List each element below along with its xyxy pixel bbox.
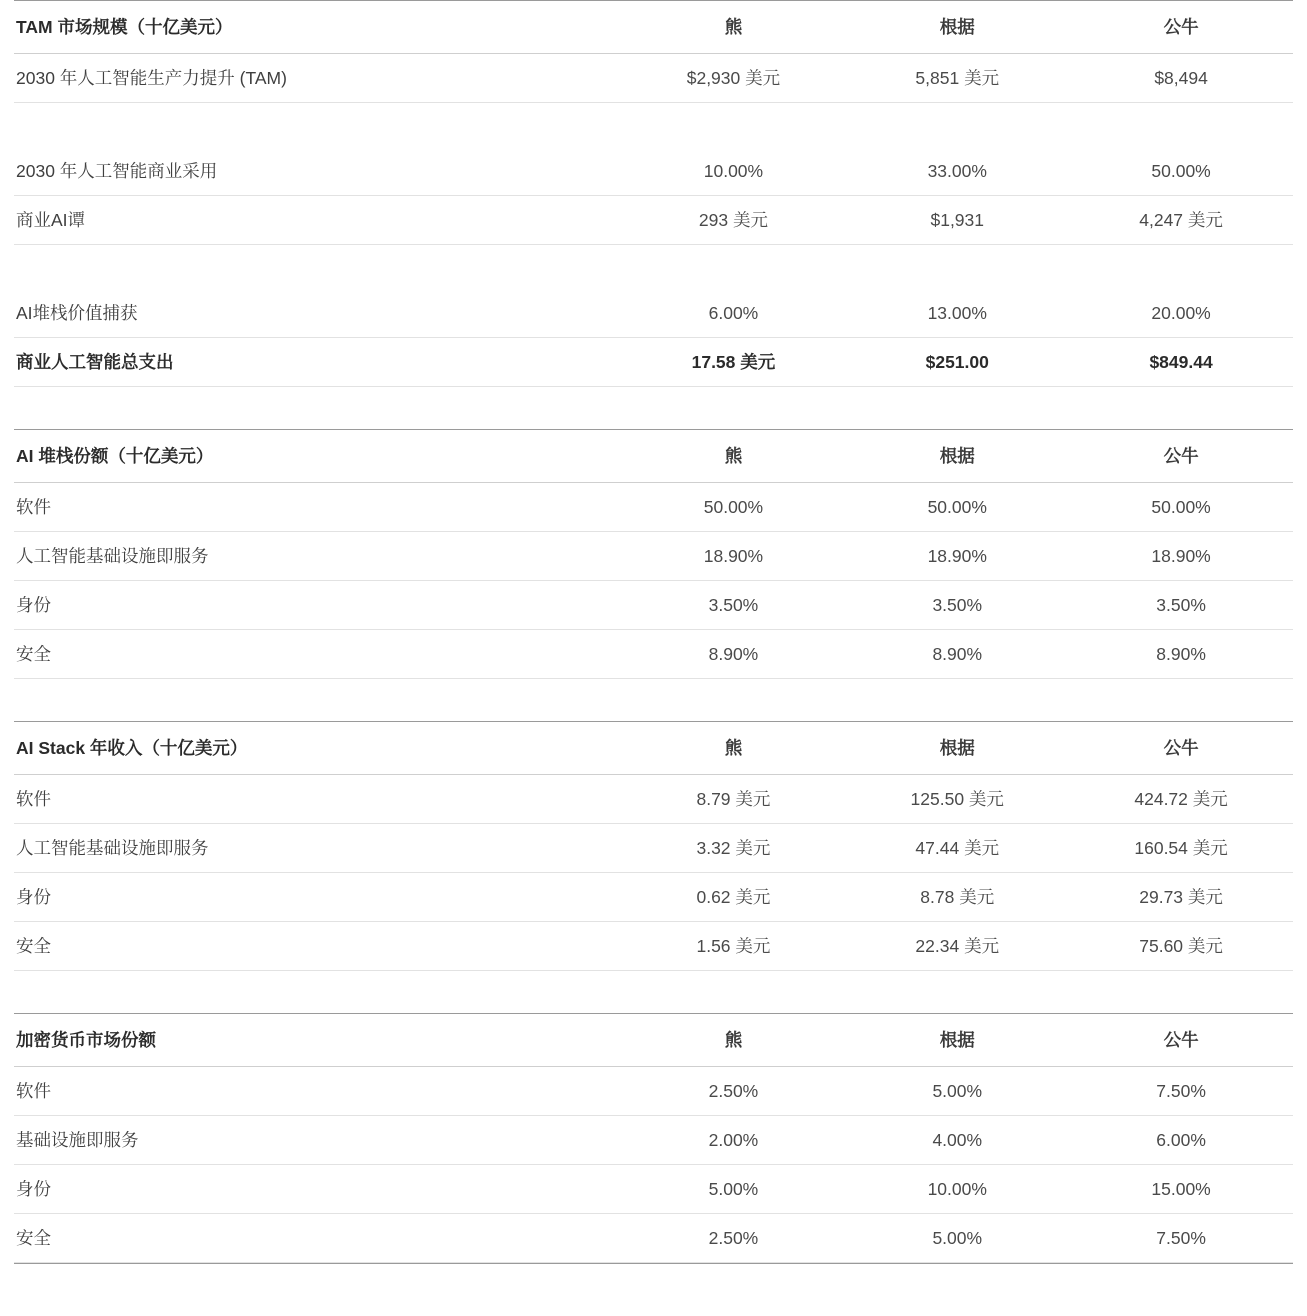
section-table	[14, 429, 1293, 721]
cell-bear: 3.50%	[708, 594, 759, 615]
cell-base: 5,851 美元	[915, 67, 1000, 88]
cell-base: 47.44 美元	[915, 837, 1000, 858]
table-row	[14, 196, 1293, 245]
cell-bear: 6.00%	[708, 302, 759, 323]
section-title: AI Stack 年收入（十亿美元）	[16, 737, 248, 758]
section-header-row	[14, 722, 1293, 775]
cell-base: 125.50 美元	[910, 788, 1004, 809]
cell-bear: 8.90%	[708, 643, 759, 664]
table-row	[14, 338, 1293, 387]
cell-bear: 3.32 美元	[696, 837, 771, 858]
row-label: 2030 年人工智能生产力提升 (TAM)	[16, 67, 287, 88]
row-label: 身份	[16, 594, 51, 615]
section-gap-row	[14, 971, 1293, 1014]
row-label: 身份	[16, 886, 51, 907]
section-header-row	[14, 1, 1293, 54]
column-header-bear: 熊	[724, 1029, 743, 1050]
cell-bear: 18.90%	[703, 545, 764, 566]
cell-base: 22.34 美元	[915, 935, 1000, 956]
cell-bear: 0.62 美元	[696, 886, 771, 907]
cell-base: 4.00%	[932, 1129, 983, 1150]
cell-base: 8.90%	[932, 643, 983, 664]
cell-bull: $8,494	[1154, 67, 1208, 88]
section-title: AI 堆栈份额（十亿美元）	[16, 445, 214, 466]
table-row	[14, 1214, 1293, 1263]
row-label: 商业AI谭	[16, 209, 86, 230]
cell-bear: 17.58 美元	[691, 351, 776, 372]
cell-base: $1,931	[930, 209, 985, 230]
row-label: 软件	[16, 496, 51, 517]
cell-bull: 50.00%	[1151, 496, 1211, 517]
cell-bull: 29.73 美元	[1139, 886, 1223, 907]
cell-base: 33.00%	[927, 160, 987, 181]
table-row	[14, 289, 1293, 338]
cell-bear: $2,930 美元	[686, 67, 781, 88]
column-header-base: 根据	[939, 1029, 975, 1050]
cell-bear: 1.56 美元	[696, 935, 771, 956]
row-label: 软件	[16, 1080, 51, 1101]
table-row	[14, 775, 1293, 824]
column-header-base: 根据	[939, 445, 975, 466]
column-header-base: 根据	[939, 737, 975, 758]
cell-bear: 50.00%	[703, 496, 764, 517]
cell-bear: 2.50%	[708, 1080, 759, 1101]
tables-root	[14, 0, 1293, 1263]
cell-base: 5.00%	[932, 1227, 983, 1248]
table-row	[14, 581, 1293, 630]
cell-bull: 8.90%	[1156, 643, 1206, 664]
section-table	[14, 0, 1293, 429]
column-header-bear: 熊	[724, 16, 743, 37]
cell-bull: 20.00%	[1151, 302, 1211, 323]
row-label: 2030 年人工智能商业采用	[16, 160, 218, 181]
table-row	[14, 147, 1293, 196]
row-label: AI堆栈价值捕获	[16, 302, 138, 323]
cell-bear: 2.50%	[708, 1227, 759, 1248]
cell-bear: 2.00%	[708, 1129, 759, 1150]
column-header-bull: 公牛	[1163, 737, 1199, 758]
cell-bear: 293 美元	[698, 209, 768, 230]
row-label: 软件	[16, 788, 51, 809]
table-row	[14, 1067, 1293, 1116]
cell-bull: 18.90%	[1151, 545, 1211, 566]
cell-base: $251.00	[925, 351, 989, 372]
table-row	[14, 630, 1293, 679]
cell-bull: 3.50%	[1156, 594, 1206, 615]
row-label: 安全	[16, 643, 51, 664]
cell-base: 10.00%	[927, 1178, 987, 1199]
cell-base: 5.00%	[932, 1080, 983, 1101]
table-row	[14, 922, 1293, 971]
cell-base: 18.90%	[927, 545, 987, 566]
cell-base: 8.78 美元	[920, 886, 995, 907]
cell-bear: 5.00%	[708, 1178, 759, 1199]
column-header-bear: 熊	[724, 737, 743, 758]
cell-bull: 50.00%	[1151, 160, 1211, 181]
section-gap-row	[14, 387, 1293, 430]
footer-divider	[14, 1263, 1293, 1264]
cell-bull: 7.50%	[1156, 1227, 1206, 1248]
section-gap-row	[14, 679, 1293, 722]
section-table	[14, 1013, 1293, 1263]
cell-base: 50.00%	[927, 496, 987, 517]
row-label: 身份	[16, 1178, 51, 1199]
section-header-row	[14, 1014, 1293, 1067]
cell-bull: $849.44	[1149, 351, 1213, 372]
row-label: 安全	[16, 1227, 51, 1248]
row-label: 基础设施即服务	[16, 1129, 139, 1150]
table-row	[14, 483, 1293, 532]
table-row	[14, 824, 1293, 873]
cell-bull: 4,247 美元	[1139, 209, 1223, 230]
column-header-bear: 熊	[724, 445, 743, 466]
row-label: 人工智能基础设施即服务	[16, 837, 209, 858]
cell-bull: 160.54 美元	[1134, 837, 1228, 858]
cell-base: 3.50%	[932, 594, 983, 615]
cell-base: 13.00%	[927, 302, 987, 323]
table-row	[14, 54, 1293, 103]
cell-bull: 75.60 美元	[1139, 935, 1223, 956]
column-header-bull: 公牛	[1163, 1029, 1199, 1050]
section-title: 加密货币市场份额	[16, 1029, 156, 1050]
cell-bear: 8.79 美元	[696, 788, 771, 809]
table-row	[14, 532, 1293, 581]
spacer-row	[14, 103, 1293, 148]
column-header-base: 根据	[939, 16, 975, 37]
section-table	[14, 721, 1293, 1013]
row-label: 人工智能基础设施即服务	[16, 545, 209, 566]
spacer-row	[14, 245, 1293, 290]
section-title: TAM 市场规模（十亿美元）	[16, 16, 233, 37]
column-header-bull: 公牛	[1163, 445, 1199, 466]
row-label: 商业人工智能总支出	[16, 351, 174, 372]
table-row	[14, 873, 1293, 922]
cell-bull: 6.00%	[1156, 1129, 1206, 1150]
cell-bull: 15.00%	[1151, 1178, 1211, 1199]
column-header-bull: 公牛	[1163, 16, 1199, 37]
row-label: 安全	[16, 935, 51, 956]
section-header-row	[14, 430, 1293, 483]
table-row	[14, 1165, 1293, 1214]
table-row	[14, 1116, 1293, 1165]
cell-bull: 424.72 美元	[1134, 788, 1228, 809]
cell-bull: 7.50%	[1156, 1080, 1206, 1101]
cell-bear: 10.00%	[703, 160, 764, 181]
